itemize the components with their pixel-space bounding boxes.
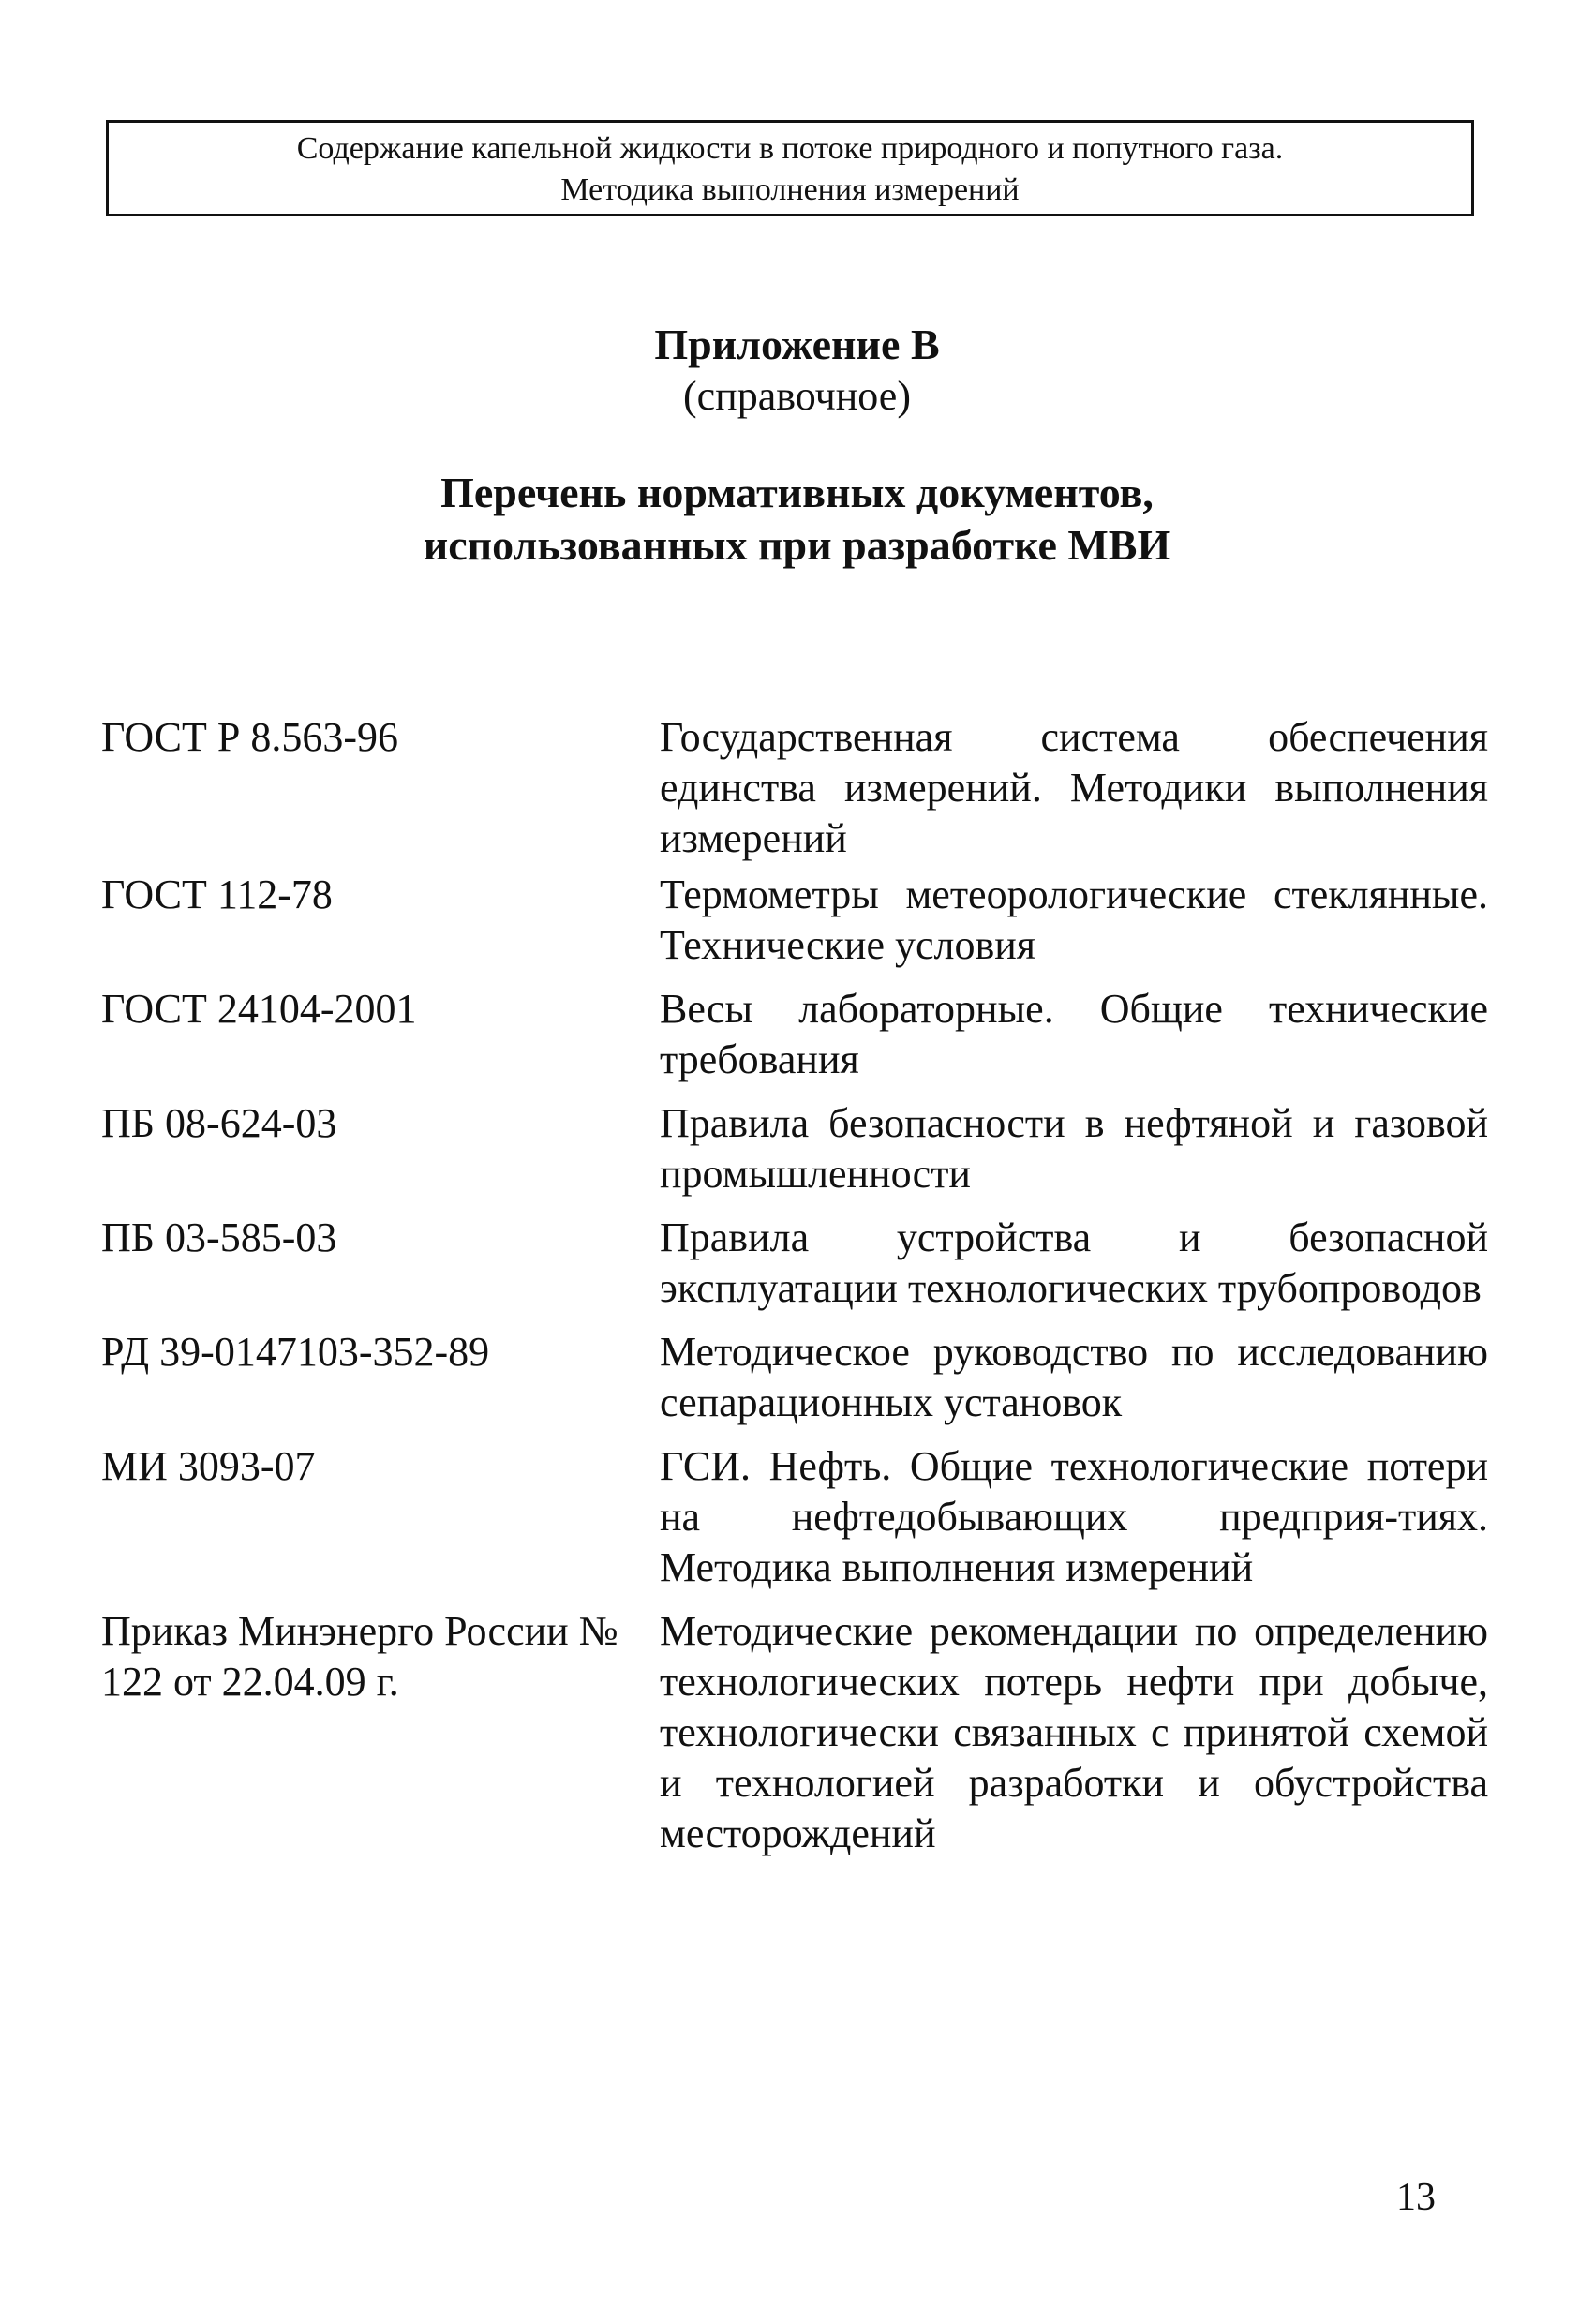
- page-number: 13: [1396, 2176, 1436, 2219]
- document-code: Приказ Минэнерго России № 122 от 22.04.09 г.: [101, 1608, 618, 1705]
- document-description: Методическое руководство по исследованию сепарационных установок: [660, 1329, 1488, 1425]
- document-description: Методические рекомендации по определению технологических потерь нефти при добыче, технологически связанных с принятой схемой и технологией разработки и обустройства месторождений: [660, 1608, 1488, 1856]
- document-row: [101, 1606, 1488, 1859]
- document-description: Правила устройства и безопасной эксплуатации технологических трубопроводов: [660, 1214, 1488, 1311]
- running-header-line-1: Содержание капельной жидкости в потоке природного и попутного газа.: [296, 131, 1284, 166]
- document-description: Весы лабораторные. Общие технические требования: [660, 986, 1488, 1082]
- appendix-title: Приложение В: [654, 320, 940, 368]
- document-row: [101, 1441, 1488, 1593]
- document-code: ПБ 03-585-03: [101, 1214, 337, 1260]
- document-row: [101, 870, 1488, 971]
- document-row: [101, 1213, 1488, 1314]
- document-row: [101, 984, 1488, 1085]
- document-code: ГОСТ 112-78: [101, 872, 333, 917]
- running-header: [106, 120, 1474, 216]
- document-description: Государственная система обеспечения единства измерений. Методики выполнения измерений: [660, 714, 1488, 861]
- document-code: ПБ 08-624-03: [101, 1100, 337, 1146]
- documents-list: [101, 712, 1488, 1859]
- document-code: ГОСТ 24104-2001: [101, 986, 417, 1032]
- document-row: [101, 1327, 1488, 1428]
- document-code: ГОСТ Р 8.563-96: [101, 714, 399, 760]
- list-title: [0, 467, 1594, 572]
- document-code: МИ 3093-07: [101, 1443, 316, 1489]
- running-header-line-2: Методика выполнения измерений: [560, 172, 1020, 207]
- document-description: Правила безопасности в нефтяной и газовой промышленности: [660, 1100, 1488, 1197]
- document-description: Термометры метеорологические стеклянные. Технические условия: [660, 872, 1488, 968]
- list-title-line-1: Перечень нормативных документов,: [440, 469, 1154, 516]
- document-code: РД 39-0147103-352-89: [101, 1329, 490, 1375]
- document-row: [101, 712, 1488, 864]
- document-row: [101, 1098, 1488, 1199]
- list-title-line-2: использованных при разработке МВИ: [423, 521, 1171, 569]
- appendix-type: (справочное): [683, 373, 911, 419]
- document-description: ГСИ. Нефть. Общие технологические потери на нефтедобывающих предприя-тиях. Методика выполнения измерений: [660, 1443, 1488, 1590]
